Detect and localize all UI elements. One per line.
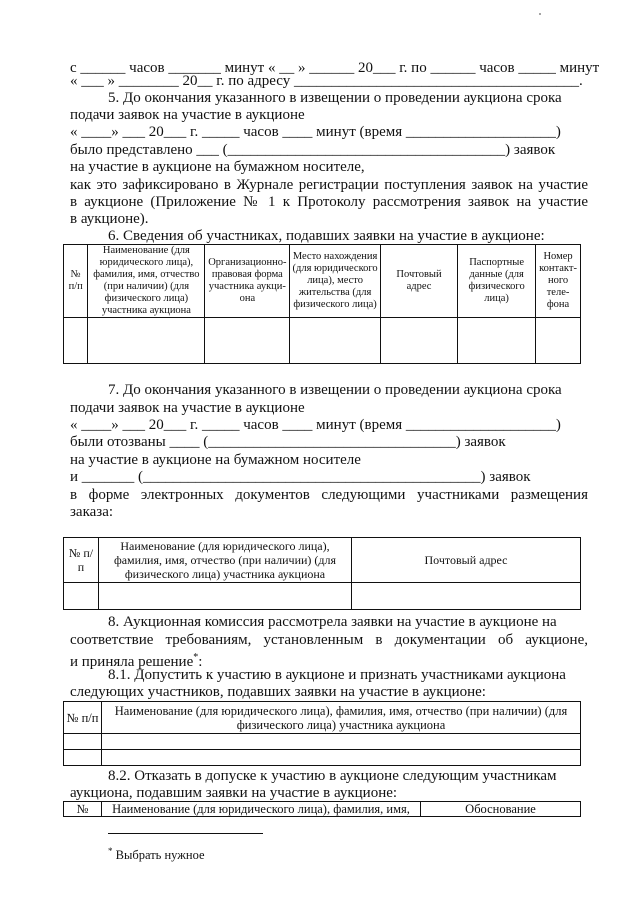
section-7-line-1: 7. До окончания указанного в извещении о проведении аукциона срока <box>108 382 562 398</box>
section-7-line-4: были отозваны ____ (_________________________________) заявок <box>70 434 506 450</box>
section-5-line-4: было представлено ___ (_____________________________________) заявок <box>70 142 556 158</box>
table-cell <box>64 318 88 364</box>
section-5-line-5: на участие в аукционе на бумажном носителе, <box>70 159 365 175</box>
section-7-line-6: и _______ (_____________________________________________) заявок <box>70 469 531 485</box>
section-5-line-1: 5. До окончания указанного в извещении о проведении аукциона срока <box>108 90 562 106</box>
participants-table <box>63 244 581 364</box>
section-5-line-7: в аукционе (Приложение № 1 к Протоколу рассмотрения заявок на участие <box>70 194 588 210</box>
table-cell <box>458 318 536 364</box>
scan-speck <box>539 13 541 15</box>
section-8-1-line-1: 8.1. Допустить к участию в аукционе и признать участниками аукциона <box>108 667 566 683</box>
section-7-line-5: на участие в аукционе на бумажном носителе <box>70 452 361 468</box>
decision-text: и приняла решение <box>70 654 194 670</box>
table-cell <box>88 318 205 364</box>
col-legal-form: Организационно-правовая форма участника аукци-она <box>205 245 290 318</box>
section-5-line-6: как это зафиксировано в Журнале регистрации поступления заявок на участие <box>70 177 588 193</box>
section-6-title: 6. Сведения об участниках, подавших заявки на участие в аукционе: <box>108 228 545 244</box>
rejected-participants-table <box>63 801 581 817</box>
col-name: Наименование (для юридического лица), фамилия, имя, отчество (при наличии) (для физического лица) участника аукциона <box>88 245 205 318</box>
section-8-2-line-1: 8.2. Отказать в допуске к участию в аукционе следующим участникам <box>108 768 557 784</box>
col-number: № п/п <box>64 538 99 583</box>
col-postal-address: Почтовый адрес <box>352 538 581 583</box>
col-number: № п/п <box>64 702 102 734</box>
section-8-line-2: соответствие требованиям, установленным в документации об аукционе, <box>70 632 588 648</box>
footnote-mark: * <box>108 846 113 856</box>
colon: : <box>198 654 203 670</box>
table-cell <box>536 318 581 364</box>
table-cell <box>64 734 102 750</box>
section-7-line-7: в форме электронных документов следующими участниками размещения <box>70 487 588 503</box>
col-name: Наименование (для юридического лица), фамилия, имя, отчество (при наличии) (для физического лица) участника аукциона <box>99 538 352 583</box>
section-7-line-3: « ____» ___ 20___ г. _____ часов ____ минут (время ____________________) <box>70 417 561 433</box>
table-row <box>64 318 581 364</box>
text-line-address: « ___ » ________ 20__ г. по адресу ______________________________________. <box>70 73 583 89</box>
section-5-line-8: в аукционе). <box>70 211 149 227</box>
footnote <box>108 843 205 864</box>
table-cell <box>290 318 381 364</box>
col-name: Наименование (для юридического лица), фамилия, имя, отчество (при наличии) (для физического лица) участника аукциона <box>102 702 581 734</box>
section-8-line-1: 8. Аукционная комиссия рассмотрела заявки на участие в аукционе на <box>108 614 557 630</box>
table-row <box>64 583 581 610</box>
section-5-line-3: « ____» ___ 20___ г. _____ часов ____ минут (время ____________________) <box>70 124 561 140</box>
admitted-participants-table <box>63 701 581 766</box>
table-row <box>64 734 581 750</box>
footnote-divider <box>108 833 263 834</box>
col-reason: Обоснование <box>421 802 581 817</box>
text-line-dates: с ______ часов _______ минут « __ » ______ 20___ г. по ______ часов _____ минут <box>70 60 600 76</box>
table-cell <box>64 583 99 610</box>
table-cell <box>102 734 581 750</box>
section-8-2-line-2: аукциона, подавшим заявки на участие в аукционе: <box>70 785 398 801</box>
footnote-text: Выбрать нужное <box>112 848 205 863</box>
section-7-line-2: подачи заявок на участие в аукционе <box>70 400 305 416</box>
table-cell <box>352 583 581 610</box>
table-cell <box>205 318 290 364</box>
table-cell <box>102 750 581 766</box>
col-postal-address: Почтовый адрес <box>380 245 457 318</box>
table-cell <box>64 750 102 766</box>
col-passport: Паспортные данные (для физического лица) <box>458 245 536 318</box>
section-7-line-8: заказа: <box>70 504 114 520</box>
col-name: Наименование (для юридического лица), фамилия, имя, <box>102 802 421 817</box>
withdrawn-applications-table <box>63 537 581 610</box>
footnote-reference: * <box>193 652 199 663</box>
table-row <box>64 750 581 766</box>
col-location: Место нахождения (для юридического лица), место жительства (для физического лица) <box>290 245 381 318</box>
col-phone: Номер контакт-ного теле-фона <box>536 245 581 318</box>
section-5-line-2: подачи заявок на участие в аукционе <box>70 107 305 123</box>
table-cell <box>380 318 457 364</box>
col-number: № п/п <box>64 245 88 318</box>
table-cell <box>99 583 352 610</box>
col-number: № <box>64 802 102 817</box>
section-8-1-line-2: следующих участников, подавших заявки на участие в аукционе: <box>70 684 486 700</box>
